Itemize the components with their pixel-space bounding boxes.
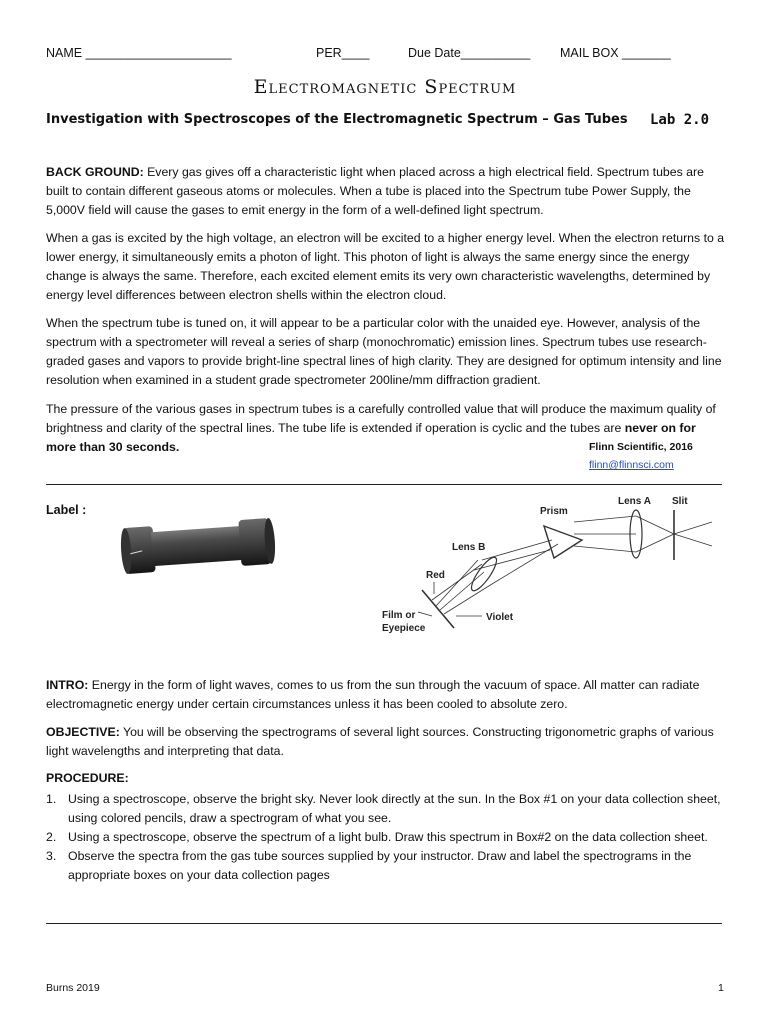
procedure-heading: PROCEDURE: [46,771,129,785]
film-label-line-1: Film or [382,610,416,621]
step-number: 1. [46,792,57,806]
intro-paragraph [46,676,726,714]
step-text: Using a spectroscope, observe the bright sky. Never look directly at the sun. In the Box #1 on your data collection sheet, using colored pencils, draw a spectrogram of what you see. [68,792,721,825]
section-divider-top [46,484,722,485]
violet-label: Violet [486,612,514,623]
prism-label: Prism [540,506,568,517]
intro-heading: INTRO: [46,678,89,692]
warning-text: never on for more than 30 seconds. [46,421,696,454]
step-number: 3. [46,849,57,863]
background-heading: BACK GROUND: [46,165,144,179]
spectroscope-diagram [374,494,714,644]
background-text-4: The pressure of the various gases in spectrum tubes is a carefully controlled value that will produce the maximum quality of brightness and clarity of the spectral lines. The tube life is extended if operation is cyclic and the tubes are [46,402,716,435]
footer-author: Burns 2019 [46,982,100,994]
source-email-link[interactable]: flinn@flinnsci.com [589,459,674,471]
step-number: 2. [46,830,57,844]
step-text: Using a spectroscope, observe the spectrum of a light bulb. Draw this spectrum in Box#2 on the data collection sheet. [68,830,708,844]
background-paragraph-1 [46,163,726,220]
procedure-list [46,790,726,885]
source-credit: Flinn Scientific, 2016 [589,441,693,453]
background-text-1: Every gas gives off a characteristic light when placed across a high electrical field. Spectrum tubes are built to contain different gaseous atoms or molecules. When a tube is placed into the Spectrum tube Power Supply, the 5,000V field will cause the gases to emit energy in the form of a well-defined light spectrum. [46,165,704,217]
procedure-step [46,790,726,828]
page-number: 1 [718,982,724,994]
objective-heading: OBJECTIVE: [46,725,120,739]
objective-paragraph [46,723,726,761]
due-date-field: Due Date__________ [408,46,531,60]
spectrum-tube-image [118,515,278,577]
page-title: Electromagnetic Spectrum [253,76,517,98]
period-field: PER____ [316,46,370,60]
red-label: Red [426,570,445,581]
background-paragraph-3: When the spectrum tube is tuned on, it will appear to be a particular color with the unaided eye. However, analysis of the spectrum with a spectrometer will reveal a series of sharp (monochromatic) emission lines. Spectrum tubes use research- graded gases and vapors to provide bright-line spectral lines of high clarity. They are designed for optimum intensity and line resolution when examined in a student grade spectrometer 200line/mm diffraction gradient. [46,316,722,387]
lens-a-label: Lens A [618,496,651,507]
lab-number: Lab 2.0 [650,112,710,128]
procedure-step [46,828,726,847]
film-label-line-2: Eyepiece [382,623,426,634]
name-field: NAME _____________________ [46,46,232,60]
page-subtitle: Investigation with Spectroscopes of the Electromagnetic Spectrum – Gas Tubes [46,112,628,127]
procedure-step [46,847,726,885]
label-caption: Label : [46,503,87,517]
slit-label: Slit [672,496,688,507]
intro-text: Energy in the form of light waves, comes to us from the sun through the vacuum of space. All matter can radiate electromagnetic energy under certain circumstances unless it has been cooled to absolute zero. [46,678,700,711]
lens-b-label: Lens B [452,542,486,553]
objective-text: You will be observing the spectrograms of several light sources. Constructing trigonometric graphs of various light wavelengths and interpreting that data. [46,725,714,758]
section-divider-bottom [46,923,722,924]
step-text: Observe the spectra from the gas tube sources supplied by your instructor. Draw and label the spectrograms in the appropriate boxes on your data collection pages [68,849,692,882]
background-paragraph-2: When a gas is excited by the high voltage, an electron will be excited to a higher energy level. When the electron returns to a lower energy, it simultaneously emits a photon of light. This photon of light is always the same energy since the energy change is always the same. Therefore, each excited element emits its very own characteristic wavelengths, determined by energy level differences between electron shells within the electron cloud. [46,231,725,302]
mailbox-field: MAIL BOX _______ [560,46,671,60]
